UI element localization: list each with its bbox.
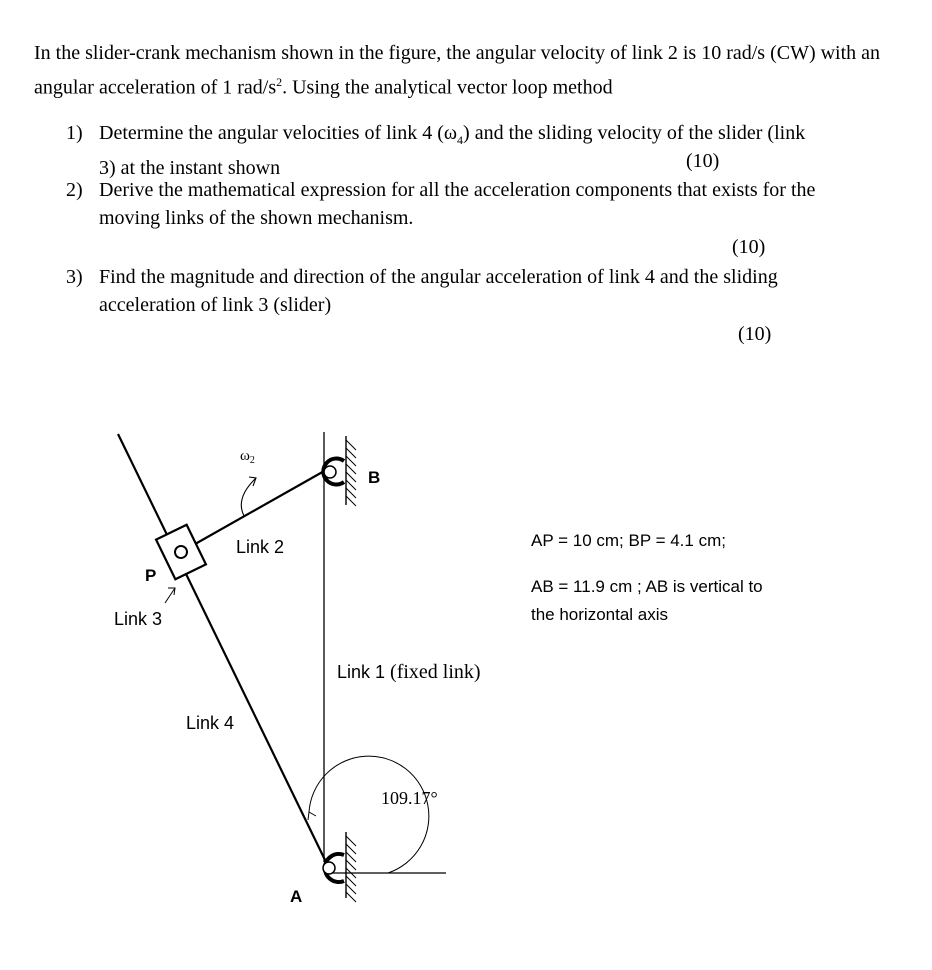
angle-arc — [308, 756, 429, 873]
slider-arrow-icon — [165, 588, 175, 603]
intro-superscript: 2 — [276, 75, 283, 89]
marks-q3: (10) — [738, 323, 772, 345]
dimension-line-2: AB = 11.9 cm ; AB is vertical to — [531, 577, 763, 596]
link-1-label: Link 1 (fixed link) — [337, 661, 481, 683]
dimension-notes — [531, 527, 763, 629]
point-a-label: A — [290, 887, 303, 906]
pivot-a — [323, 854, 344, 882]
question-number: 2) — [66, 179, 83, 201]
point-p-label: P — [145, 566, 157, 585]
link-4-bar — [118, 434, 326, 862]
dimension-line-1: AP = 10 cm; BP = 4.1 cm; — [531, 531, 726, 550]
omega-subscript: 4 — [457, 133, 464, 147]
intro-text: In the slider-crank mechanism shown in the figure, the angular velocity of link 2 is 10 rad/s (CW) with an angular acceleration of 1 rad/s — [34, 42, 881, 99]
dimension-line-3: the horizontal axis — [531, 605, 669, 624]
question-line-2: 3) at the instant shown — [99, 157, 281, 179]
ground-hatch-b — [346, 436, 356, 506]
question-number: 3) — [66, 266, 83, 288]
pivot-b — [323, 459, 344, 485]
question-line-2: moving links of the shown mechanism. — [99, 207, 414, 229]
question-number: 1) — [66, 122, 83, 144]
angle-label: 109.17° — [381, 788, 438, 808]
question-line-2: acceleration of link 3 (slider) — [99, 294, 332, 316]
omega2-label: $\omega_2$ — [240, 448, 255, 466]
question-line-1: Derive the mathematical expression for all the acceleration components that exists for the — [99, 179, 816, 201]
link-3-label: Link 3 — [114, 609, 163, 629]
marks-q1: (10) — [686, 150, 720, 172]
marks-q2: (10) — [732, 236, 766, 258]
point-b-label: B — [368, 468, 381, 487]
intro-text-end: . Using the analytical vector loop method — [282, 76, 613, 99]
question-line-1-b: ) and the sliding velocity of the slider (link — [463, 122, 806, 144]
question-line-1-a: Determine the angular velocities of link 4 (ω — [99, 122, 458, 144]
link-4-label: Link 4 — [186, 713, 235, 733]
question-line-1: Find the magnitude and direction of the angular acceleration of link 4 and the sliding — [99, 266, 778, 288]
link-2-label: Link 2 — [236, 537, 285, 557]
ground-hatch-a — [346, 832, 356, 902]
slider-block — [156, 525, 206, 579]
